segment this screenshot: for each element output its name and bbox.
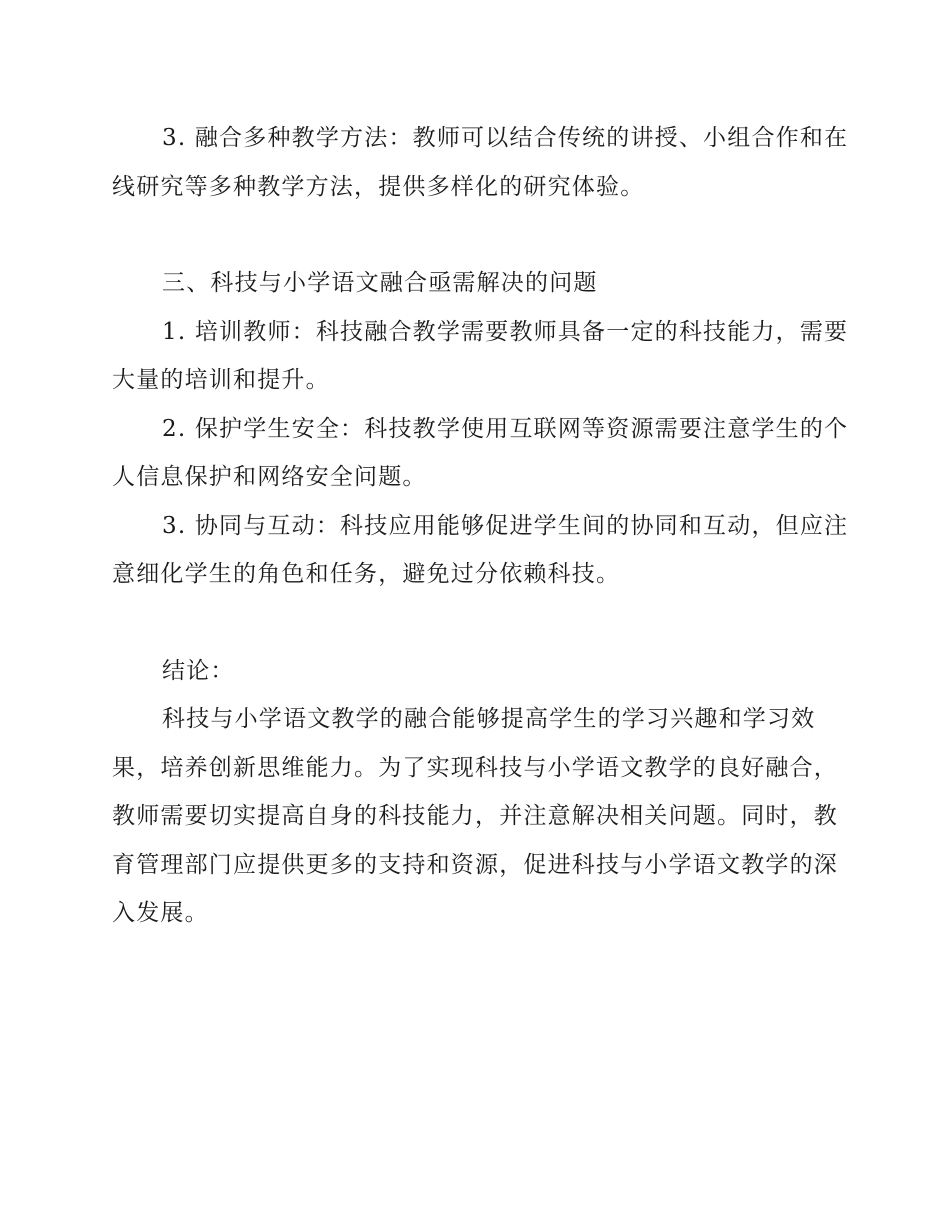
paragraph-student-safety: 2. 保护学生安全：科技教学使用互联网等资源需要注意学生的个人信息保护和网络安全问题。 [112, 415, 849, 490]
conclusion-heading: 结论： [162, 657, 235, 684]
paragraph-gap [112, 211, 857, 259]
paragraph-method-fusion: 3. 融合多种教学方法：教师可以结合传统的讲授、小组合作和在线研究等多种教学方法，提供多样化的研究体验。 [112, 125, 849, 200]
paragraph-teacher-training: 1. 培训教师：科技融合教学需要教师具备一定的科技能力，需要大量的培训和提升。 [112, 318, 849, 393]
section-heading-problems: 三、科技与小学语文融合亟需解决的问题 [162, 270, 598, 296]
paragraph-gap [112, 599, 857, 647]
document-body [112, 114, 857, 938]
conclusion-body: 科技与小学语文教学的融合能够提高学生的学习兴趣和学习效果，培养创新思维能力。为了实现科技与小学语文教学的良好融合，教师需要切实提高自身的科技能力，并注意解决相关问题。同时，教育管理部门应提供更多的支持和资源，促进科技与小学语文教学的深入发展。 [112, 706, 838, 926]
paragraph-collaboration: 3. 协同与互动：科技应用能够促进学生间的协同和互动，但应注意细化学生的角色和任务，避免过分依赖科技。 [112, 512, 849, 587]
